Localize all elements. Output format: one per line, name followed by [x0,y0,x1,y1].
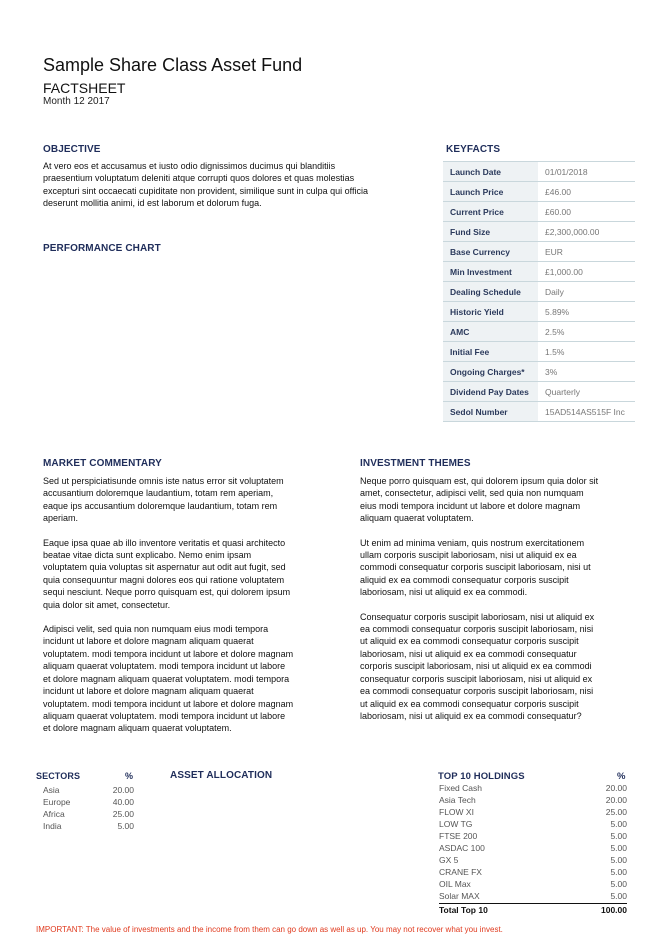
top-holdings-heading: TOP 10 HOLDINGS [438,771,525,782]
text-line: laboriosam, nisi ut aliquid ex ea commodi. [360,587,528,598]
text-line: Consequatur corporis suscipit laboriosam, nisi ut aliquid ex [360,611,595,622]
keyfact-value: 2.5% [538,322,635,342]
text-line: ut aliquid ex ea commodi consequatur corporis suscipit [360,636,579,647]
text-line: Neque porro quisquam est, qui dolorem ipsum quia dolor sit [360,476,599,486]
holding-row [439,830,627,842]
top-holdings-pct-heading: % [617,771,626,782]
top-holdings-list [439,782,627,916]
keyfact-row [443,242,635,262]
themes-paragraph [360,537,650,599]
text-line: accusantium doloremque laudantium, totam rem aperiam, [43,488,274,499]
holding-name: FLOW XI [439,807,474,817]
text-line: ea commodi consequatur corporis suscipit laboriosam, nisi [360,686,594,697]
text-line: laboriosam, nisi ut aliquid ex ea commodi consequatur? [360,710,582,721]
text-line: incidunt ut labore et dolore magnam aliquam quaerat [43,636,254,647]
market-commentary-heading: MARKET COMMENTARY [43,458,162,469]
themes-paragraph [360,611,650,723]
keyfact-row [443,222,635,242]
holding-row [439,806,627,818]
keyfact-value: 3% [538,362,635,382]
sector-value: 25.00 [112,809,134,819]
objective-heading: OBJECTIVE [43,144,101,155]
holding-row [439,818,627,830]
text-line: voluptatem quia voluptas sit aspernatur aut odit aut fugit, sed [43,562,286,573]
text-line: aperiam. [43,513,79,524]
text-line: ea commodi consequatur corporis suscipit laboriosam, nisi [360,624,594,635]
keyfact-label: Base Currency [443,242,538,262]
keyfact-row [443,262,635,282]
holding-name: ASDAC 100 [439,843,485,853]
holding-value: 20.00 [605,783,627,793]
text-line: beatae vitae dicta sunt explicabo. Nemo enim ipsam [43,550,252,561]
sector-row [43,808,134,820]
keyfact-value: £46.00 [538,182,635,202]
objective-line: deserunt mollitia animi, id est laborum et dolorum fuga. [43,198,262,209]
keyfact-row [443,182,635,202]
sector-name: India [43,821,62,831]
sector-name: Africa [43,809,65,819]
holding-name: Fixed Cash [439,783,482,793]
text-line: consequatur corporis suscipit laboriosam, nisi ut aliquid ex [360,673,593,684]
doc-type-label: FACTSHEET [43,80,126,96]
holding-value: 5.00 [610,867,627,877]
performance-chart-heading: PERFORMANCE CHART [43,243,161,254]
keyfacts-table [443,161,635,422]
sector-name: Europe [43,797,71,807]
keyfact-row [443,382,635,402]
keyfact-value: 1.5% [538,342,635,362]
text-line: quia dolor sit amet, consectetur. [43,599,171,610]
holding-value: 20.00 [605,795,627,805]
commentary-paragraph [43,475,343,525]
text-line: amet, consectetur, adipisci velit, sed quia non numquam [360,488,584,499]
text-line: quia consequuntur magni dolores eos qui ratione voluptatem [43,574,285,585]
text-line: incidunt ut labore et dolore magnam aliquam quaerat [43,686,254,697]
text-line: aliquid ex ea commodi consequatur corporis suscipit [360,574,569,585]
keyfact-value: 5.89% [538,302,635,322]
sectors-list [43,784,134,832]
keyfacts-heading: KEYFACTS [446,144,501,155]
objective-text [43,160,423,210]
keyfact-value: £1,000.00 [538,262,635,282]
holding-row [439,794,627,806]
holding-row [439,890,627,902]
holdings-total-row [439,904,627,916]
sector-row [43,796,134,808]
objective-line: praesentium voluptatum deleniti atque corrupti quos dolores et quas molestias [43,173,355,184]
keyfact-row [443,402,635,422]
holding-name: Solar MAX [439,891,480,901]
text-line: sequi nesciunt. Neque porro quisquam est, qui dolorem ipsum [43,587,291,598]
text-line: Eaque ipsa quae ab illo inventore veritatis et quasi architecto [43,537,286,548]
holding-value: 5.00 [610,891,627,901]
text-line: aliquam quaerat voluptatem. [360,513,474,524]
sector-value: 40.00 [112,797,134,807]
holding-name: Asia Tech [439,795,476,805]
holding-value: 5.00 [610,843,627,853]
keyfact-label: Min Investment [443,262,538,282]
keyfact-label: Ongoing Charges* [443,362,538,382]
holding-row [439,878,627,890]
keyfact-label: AMC [443,322,538,342]
text-line: corporis suscipit laboriosam, nisi ut aliquid ex ea commodi [360,661,592,672]
commentary-paragraph [43,537,343,611]
keyfact-value: £2,300,000.00 [538,222,635,242]
keyfact-label: Launch Date [443,162,538,182]
holding-row [439,866,627,878]
holding-name: FTSE 200 [439,831,478,841]
market-commentary-text [43,475,343,735]
keyfact-row [443,362,635,382]
keyfact-label: Historic Yield [443,302,538,322]
sectors-heading: SECTORS [36,771,81,781]
sector-value: 5.00 [117,821,134,831]
text-line: aliquam quaerat voluptatem. modi tempora incidunt ut labore [43,710,286,721]
themes-paragraph [360,475,650,525]
text-line: commodi consequatur corporis suscipit laboriosam, nisi ut [360,562,591,573]
text-line: voluptatem. modi tempora incidunt ut labore et dolore magnam [43,648,294,659]
keyfact-label: Launch Price [443,182,538,202]
keyfact-row [443,342,635,362]
holding-row [439,854,627,866]
keyfact-value: 01/01/2018 [538,162,635,182]
holding-value: 5.00 [610,831,627,841]
keyfact-row [443,322,635,342]
keyfact-row [443,162,635,182]
holdings-total-value: 100.00 [601,905,627,915]
text-line: aliquam quaerat voluptatem. modi tempora incidunt ut labore [43,661,286,672]
important-disclaimer: IMPORTANT: The value of investments and the income from them can go down as well as up. You may not recover what you invest. [36,925,503,934]
holding-row [439,782,627,794]
keyfact-row [443,282,635,302]
keyfact-label: Fund Size [443,222,538,242]
text-line: eius modi tempora incidunt ut labore et dolore magnam [360,500,581,511]
holding-value: 25.00 [605,807,627,817]
commentary-paragraph [43,623,343,735]
keyfact-value: 15AD514AS515F Inc [538,402,635,422]
holding-name: CRANE FX [439,867,482,877]
text-line: ullam corporis suscipit laboriosam, nisi ut aliquid ex ea [360,550,577,561]
sectors-pct-heading: % [125,771,134,781]
holdings-total-label: Total Top 10 [439,905,488,915]
text-line: Adipisci velit, sed quia non numquam eius modi tempora [43,624,269,635]
objective-line: At vero eos et accusamus et iusto odio dignissimos ducimus qui blanditiis [43,161,336,171]
keyfact-label: Current Price [443,202,538,222]
keyfact-value: Quarterly [538,382,635,402]
text-line: et dolore magnam aliquam quaerat voluptatem. modi tempora [43,673,290,684]
keyfact-label: Initial Fee [443,342,538,362]
period-label: Month 12 2017 [43,96,110,107]
holding-name: OIL Max [439,879,471,889]
keyfact-value: Daily [538,282,635,302]
keyfact-label: Dividend Pay Dates [443,382,538,402]
keyfact-label: Sedol Number [443,402,538,422]
sector-name: Asia [43,785,60,795]
sector-row [43,820,134,832]
keyfact-row [443,202,635,222]
holding-value: 5.00 [610,819,627,829]
holding-row [439,842,627,854]
investment-themes-text [360,475,650,722]
keyfact-label: Dealing Schedule [443,282,538,302]
holding-name: GX 5 [439,855,459,865]
fund-title: Sample Share Class Asset Fund [43,55,303,75]
text-line: Sed ut perspiciatisunde omnis iste natus error sit voluptatem [43,476,284,486]
text-line: ut aliquid ex ea commodi consequatur corporis suscipit [360,698,579,709]
keyfact-value: £60.00 [538,202,635,222]
objective-line: excepturi sint occaecati cupiditate non provident, similique sunt in culpa qui officia [43,185,369,196]
keyfact-row [443,302,635,322]
holding-value: 5.00 [610,855,627,865]
text-line: voluptatem. modi tempora incidunt ut labore et dolore magnam [43,698,294,709]
text-line: eaque ips accusantium doloremque laudantium, totam rem [43,500,278,511]
text-line: laboriosam, nisi ut aliquid ex ea commodi consequatur [360,648,577,659]
sector-row [43,784,134,796]
asset-allocation-heading: ASSET ALLOCATION [170,770,273,781]
investment-themes-heading: INVESTMENT THEMES [360,458,471,469]
text-line: et dolore magnam aliquam quaerat voluptatem. [43,723,232,734]
sector-value: 20.00 [112,785,134,795]
text-line: Ut enim ad minima veniam, quis nostrum exercitationem [360,537,585,548]
holding-value: 5.00 [610,879,627,889]
holding-name: LOW TG [439,819,473,829]
keyfact-value: EUR [538,242,635,262]
